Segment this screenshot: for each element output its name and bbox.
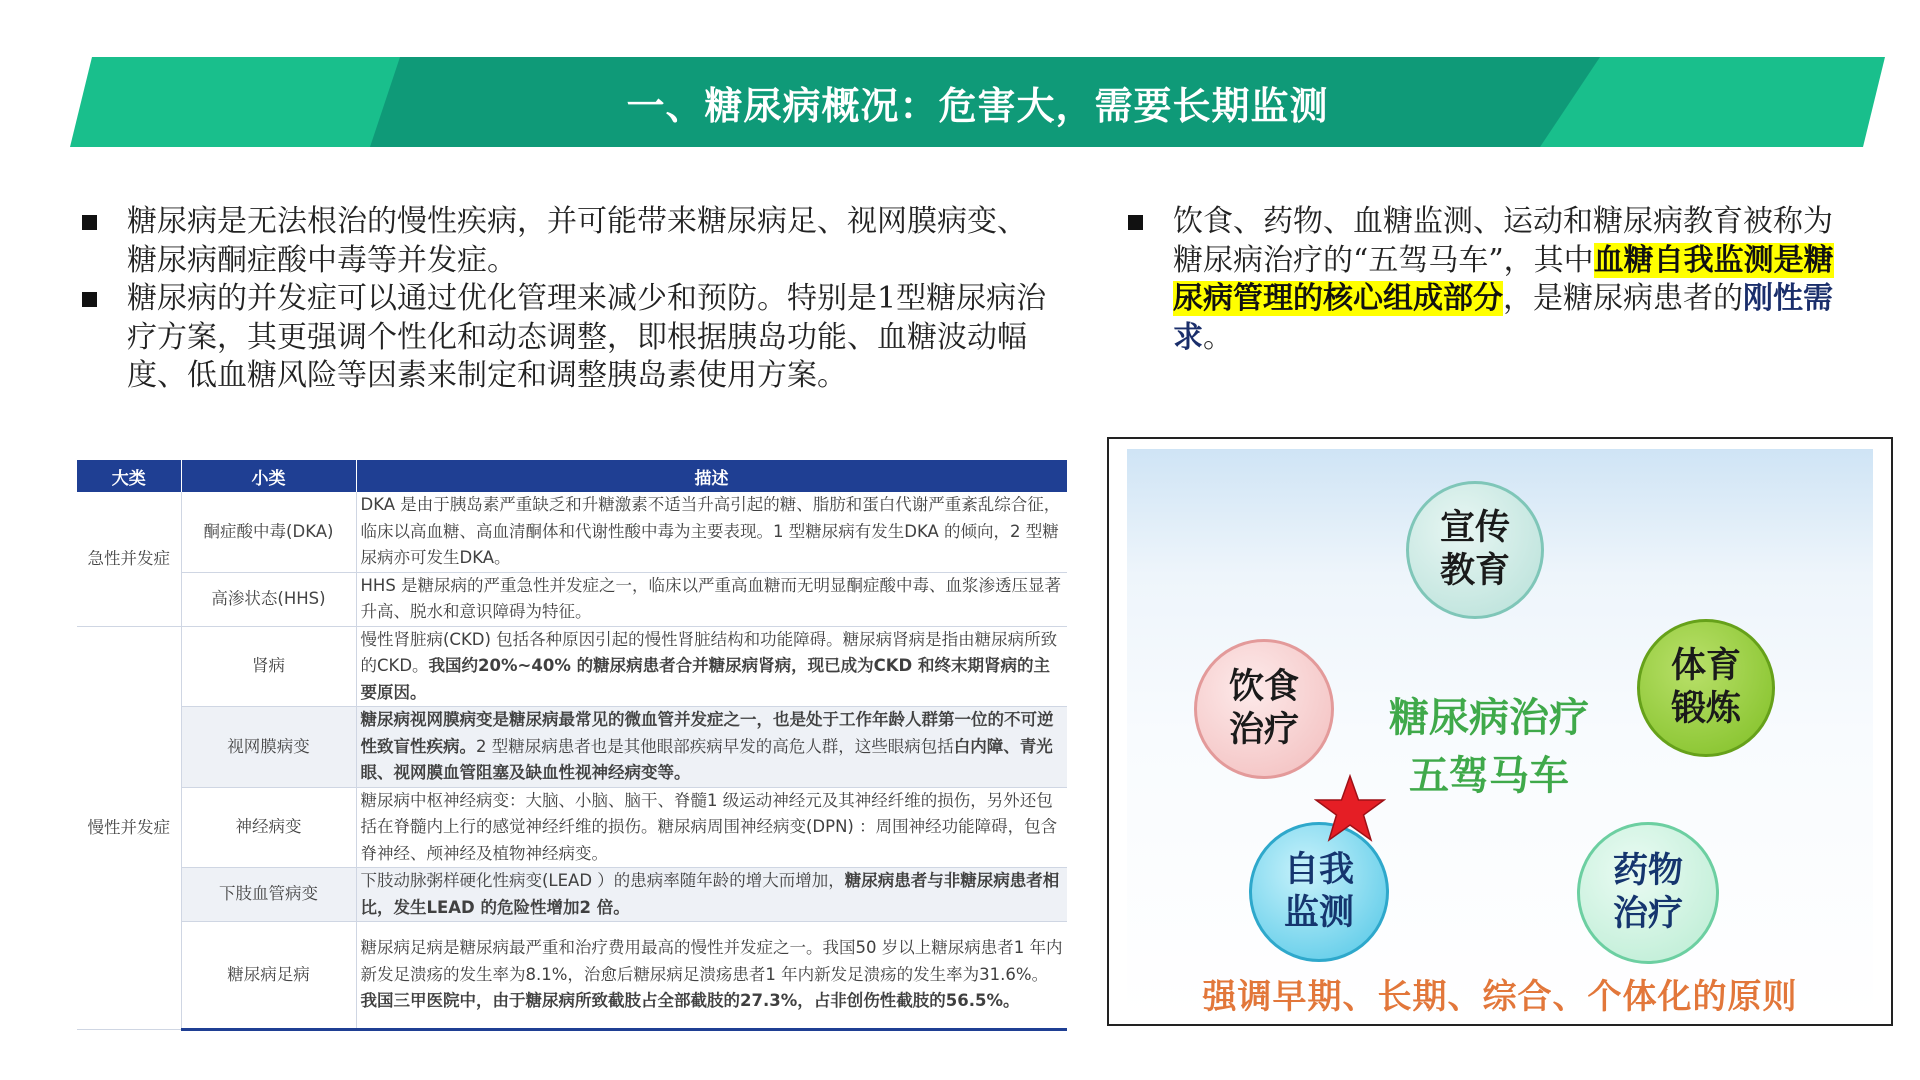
description-bold-text: 我国约20%~40% 的糖尿病患者合并糖尿病肾病，现已成为CKD 和终末期肾病的主要原因。	[360, 656, 1050, 702]
circle-label: 教育	[1439, 551, 1510, 591]
circle-label: 治疗	[1612, 894, 1683, 934]
diagram-center-title	[1359, 689, 1619, 805]
description-bold-text: 我国三甲医院中，由于糖尿病所致截肢占全部截肢的27.3%，占非创伤性截肢的56.5%。	[360, 991, 1020, 1011]
table-row	[77, 868, 1067, 922]
five-carriages-diagram	[1107, 437, 1893, 1026]
square-bullet-icon	[82, 292, 97, 307]
description-cell	[356, 868, 1067, 922]
table-row	[77, 787, 1067, 868]
emphasis-text: 刚性需求	[1173, 281, 1833, 355]
minor-category: 肾病	[181, 626, 356, 707]
medication-therapy-circle	[1577, 822, 1719, 964]
principle-caption: 强调早期、长期、综合、个体化的原则	[1202, 977, 1798, 1017]
circle-label: 治疗	[1228, 710, 1299, 750]
circle-label: 体育	[1670, 646, 1741, 686]
complications-table-image	[77, 460, 1067, 1025]
complications-table	[77, 460, 1068, 1031]
circle-label: 宣传	[1439, 508, 1510, 548]
red-star-icon	[1314, 774, 1386, 842]
major-category: 慢性并发症	[77, 626, 181, 1030]
highlighted-text: 血糖自我监测是糖尿病管理的核心组成部分	[1173, 242, 1834, 316]
circle-label: 监测	[1283, 893, 1354, 933]
circle-label: 饮食	[1228, 667, 1299, 707]
description-cell: HHS 是糖尿病的严重急性并发症之一，临床以严重高血糖而无明显酮症酸中毒、血浆渗透压显著升高、脱水和意识障碍为特征。	[356, 572, 1067, 626]
bullet-item	[82, 203, 1052, 280]
table-header-row	[77, 460, 1067, 492]
bullet-text: 糖尿病的并发症可以通过优化管理来减少和预防。特别是1型糖尿病治疗方案，其更强调个性化和动态调整，即根据胰岛功能、血糖波动幅度、低血糖风险等因素来制定和调整胰岛素使用方案。	[127, 281, 1047, 393]
major-category: 急性并发症	[77, 492, 181, 626]
circle-label: 药物	[1612, 851, 1683, 891]
description-bold-text: 白内障、青光眼、视网膜血管阻塞及缺血性视神经病变等。	[360, 736, 1053, 782]
description-text: 2 型糖尿病患者也是其他眼部疾病早发的高危人群，这些眼病包括	[476, 736, 954, 756]
description-bold-text: 糖尿病患者与非糖尿病患者相比，发生LEAD 的危险性增加2 倍。	[360, 871, 1060, 917]
table-row	[77, 492, 1067, 572]
description-bold-text: 糖尿病视网膜病变是糖尿病最常见的微血管并发症之一，也是处于工作年龄人群第一位的不可逆性致盲性疾病。	[360, 710, 1054, 756]
physical-exercise-circle	[1637, 619, 1775, 757]
square-bullet-icon	[1128, 215, 1143, 230]
right-bullet-list	[1128, 203, 1858, 357]
bullet-text-prefix: 饮食、药物、血糖监测、运动和糖尿病教育被称为糖尿病治疗的“五驾马车”，其中	[1173, 204, 1833, 278]
title-banner	[70, 57, 1885, 147]
description-text: 糖尿病足病是糖尿病最严重和治疗费用最高的慢性并发症之一。我国50 岁以上糖尿病患者1 年内新发足溃疡的发生率为8.1%，治愈后糖尿病足溃疡患者1 年内新发足溃疡的发生率为31.6%。	[360, 938, 1063, 984]
publicity-education-circle	[1406, 481, 1544, 619]
bullet-item	[82, 280, 1052, 396]
description-cell: 糖尿病中枢神经病变：大脑、小脑、脑干、脊髓1 级运动神经元及其神经纤维的损伤，另外还包括在脊髓内上行的感觉神经纤维的损伤。糖尿病周围神经病变(DPN) ：周围神经功能障碍，包含脊神经、颅神经及植物神经病变。	[356, 787, 1067, 868]
left-bullet-list	[82, 203, 1052, 396]
page-title: 一、糖尿病概况：危害大，需要长期监测	[626, 83, 1329, 128]
square-bullet-icon	[82, 215, 97, 230]
description-text: 下肢动脉粥样硬化性病变(LEAD ）的患病率随年龄的增大而增加，	[360, 871, 845, 890]
minor-category: 酮症酸中毒(DKA)	[181, 492, 356, 572]
minor-category: 高渗状态(HHS)	[181, 572, 356, 626]
circle-label: 锻炼	[1670, 689, 1741, 729]
bullet-text: 糖尿病是无法根治的慢性疾病，并可能带来糖尿病足、视网膜病变、糖尿病酮症酸中毒等并发症。	[127, 204, 1027, 278]
minor-category: 下肢血管病变	[181, 868, 356, 922]
bullet-item	[1128, 203, 1858, 357]
center-title-line: 糖尿病治疗	[1389, 695, 1589, 741]
bullet-text-suffix: 。	[1203, 319, 1233, 355]
column-header: 大类	[77, 460, 181, 492]
minor-category: 视网膜病变	[181, 707, 356, 788]
table-row	[77, 922, 1067, 1030]
table-row	[77, 572, 1067, 626]
center-title-line: 五驾马车	[1409, 753, 1569, 799]
bullet-text-middle: ，是糖尿病患者的	[1503, 281, 1743, 316]
circle-label: 自我	[1283, 850, 1354, 890]
minor-category: 糖尿病足病	[181, 922, 356, 1030]
description-cell	[356, 922, 1067, 1030]
description-cell: DKA 是由于胰岛素严重缺乏和升糖激素不适当升高引起的糖、脂肪和蛋白代谢严重紊乱综合征，临床以高血糖、高血清酮体和代谢性酸中毒为主要表现。1 型糖尿病有发生DKA 的倾向，2 型糖尿病亦可发生DKA。	[356, 492, 1067, 572]
column-header: 小类	[181, 460, 356, 492]
diet-therapy-circle	[1194, 639, 1334, 779]
self-monitoring-circle	[1249, 822, 1389, 962]
description-cell	[356, 707, 1067, 788]
table-row	[77, 707, 1067, 788]
minor-category: 神经病变	[181, 787, 356, 868]
column-header: 描述	[356, 460, 1067, 492]
table-row	[77, 626, 1067, 707]
description-text: 慢性肾脏病(CKD) 包括各种原因引起的慢性肾脏结构和功能障碍。糖尿病肾病是指由糖尿病所致的CKD。	[360, 629, 1058, 675]
description-cell	[356, 626, 1067, 707]
